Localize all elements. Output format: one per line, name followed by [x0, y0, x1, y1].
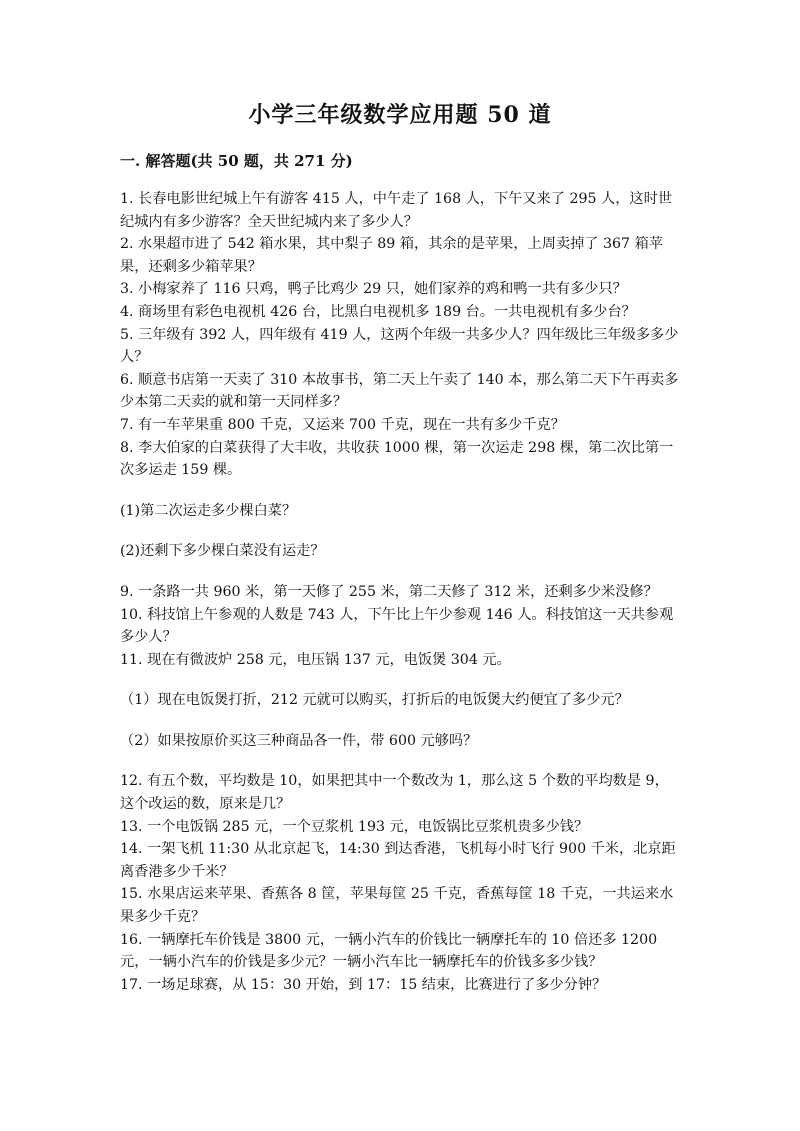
question-list [120, 188, 680, 996]
question-8: 8. 李大伯家的白菜获得了大丰收，共收获 1000 棵，第一次运走 298 棵，第二次比第一次多运走 159 棵。 [120, 439, 674, 479]
question-10: 10. 科技馆上午参观的人数是 743 人，下午比上午少参观 146 人。科技馆这一天共参观多少人？ [120, 606, 674, 646]
question-8-part-2: (2)还剩下多少棵白菜没有运走？ [120, 543, 325, 560]
question-9: 9. 一条路一共 960 米，第一天修了 255 米，第二天修了 312 米，还剩多少米没修？ [120, 583, 658, 600]
question-14: 14. 一架飞机 11:30 从北京起飞，14:30 到达香港，飞机每小时飞行 900 千米，北京距离香港多少千米？ [120, 841, 676, 880]
section-heading: 一. 解答题(共 50 题，共 271 分) [120, 152, 353, 170]
question-13: 13. 一个电饭锅 285 元，一个豆浆机 193 元，电饭锅比豆浆机贵多少钱？ [120, 818, 589, 835]
question-6: 6. 顺意书店第一天卖了 310 本故事书，第二天上午卖了 140 本，那么第二天下午再卖多少本第二天卖的就和第一天同样多？ [120, 371, 679, 411]
question-4: 4. 商场里有彩色电视机 426 台，比黑白电视机多 189 台。一共电视机有多少台？ [120, 303, 636, 320]
question-17: 17. 一场足球赛，从 15：30 开始，到 17：15 结束，比赛进行了多少分钟？ [120, 976, 607, 993]
question-11: 11. 现在有微波炉 258 元，电压锅 137 元，电饭煲 304 元。 [120, 651, 511, 668]
question-15: 15. 水果店运来苹果、香蕉各 8 筐，苹果每筐 25 千克，香蕉每筐 18 千克，一共运来水果多少千克？ [120, 886, 674, 926]
question-5: 5. 三年级有 392 人，四年级有 419 人，这两个年级一共多少人？四年级比三年级多多少人？ [120, 326, 679, 366]
question-2: 2. 水果超市进了 542 箱水果，其中梨子 89 箱，其余的是苹果，上周卖掉了 367 箱苹果，还剩多少箱苹果？ [120, 236, 663, 275]
question-1: 1. 长春电影世纪城上午有游客 415 人，中午走了 168 人，下午又来了 295 人，这时世纪城内有多少游客？全天世纪城内来了多少人？ [120, 191, 672, 230]
question-11-part-2: （2）如果按原价买这三种商品各一件，带 600 元够吗？ [120, 732, 478, 749]
question-8-part-1: (1)第二次运走多少棵白菜？ [120, 502, 297, 519]
question-12: 12. 有五个数，平均数是 10，如果把其中一个数改为 1，那么这 5 个数的平均数是 9，这个改运的数，原来是几？ [120, 773, 669, 813]
question-11-part-1: （1）现在电饭煲打折，212 元就可以购买，打折后的电饭煲大约便宜了多少元？ [120, 692, 629, 709]
question-16: 16. 一辆摩托车价钱是 3800 元，一辆小汽车的价钱比一辆摩托车的 10 倍还多 1200 元，一辆小汽车的价钱是多少元？一辆小汽车比一辆摩托车的价钱多多少钱？ [120, 931, 658, 971]
question-7: 7. 有一车苹果重 800 千克，又运来 700 千克，现在一共有多少千克？ [120, 416, 565, 433]
question-3: 3. 小梅家养了 116 只鸡，鸭子比鸡少 29 只，她们家养的鸡和鸭一共有多少只？ [120, 281, 627, 298]
page-title: 小学三年级数学应用题 50 道 [248, 102, 552, 128]
